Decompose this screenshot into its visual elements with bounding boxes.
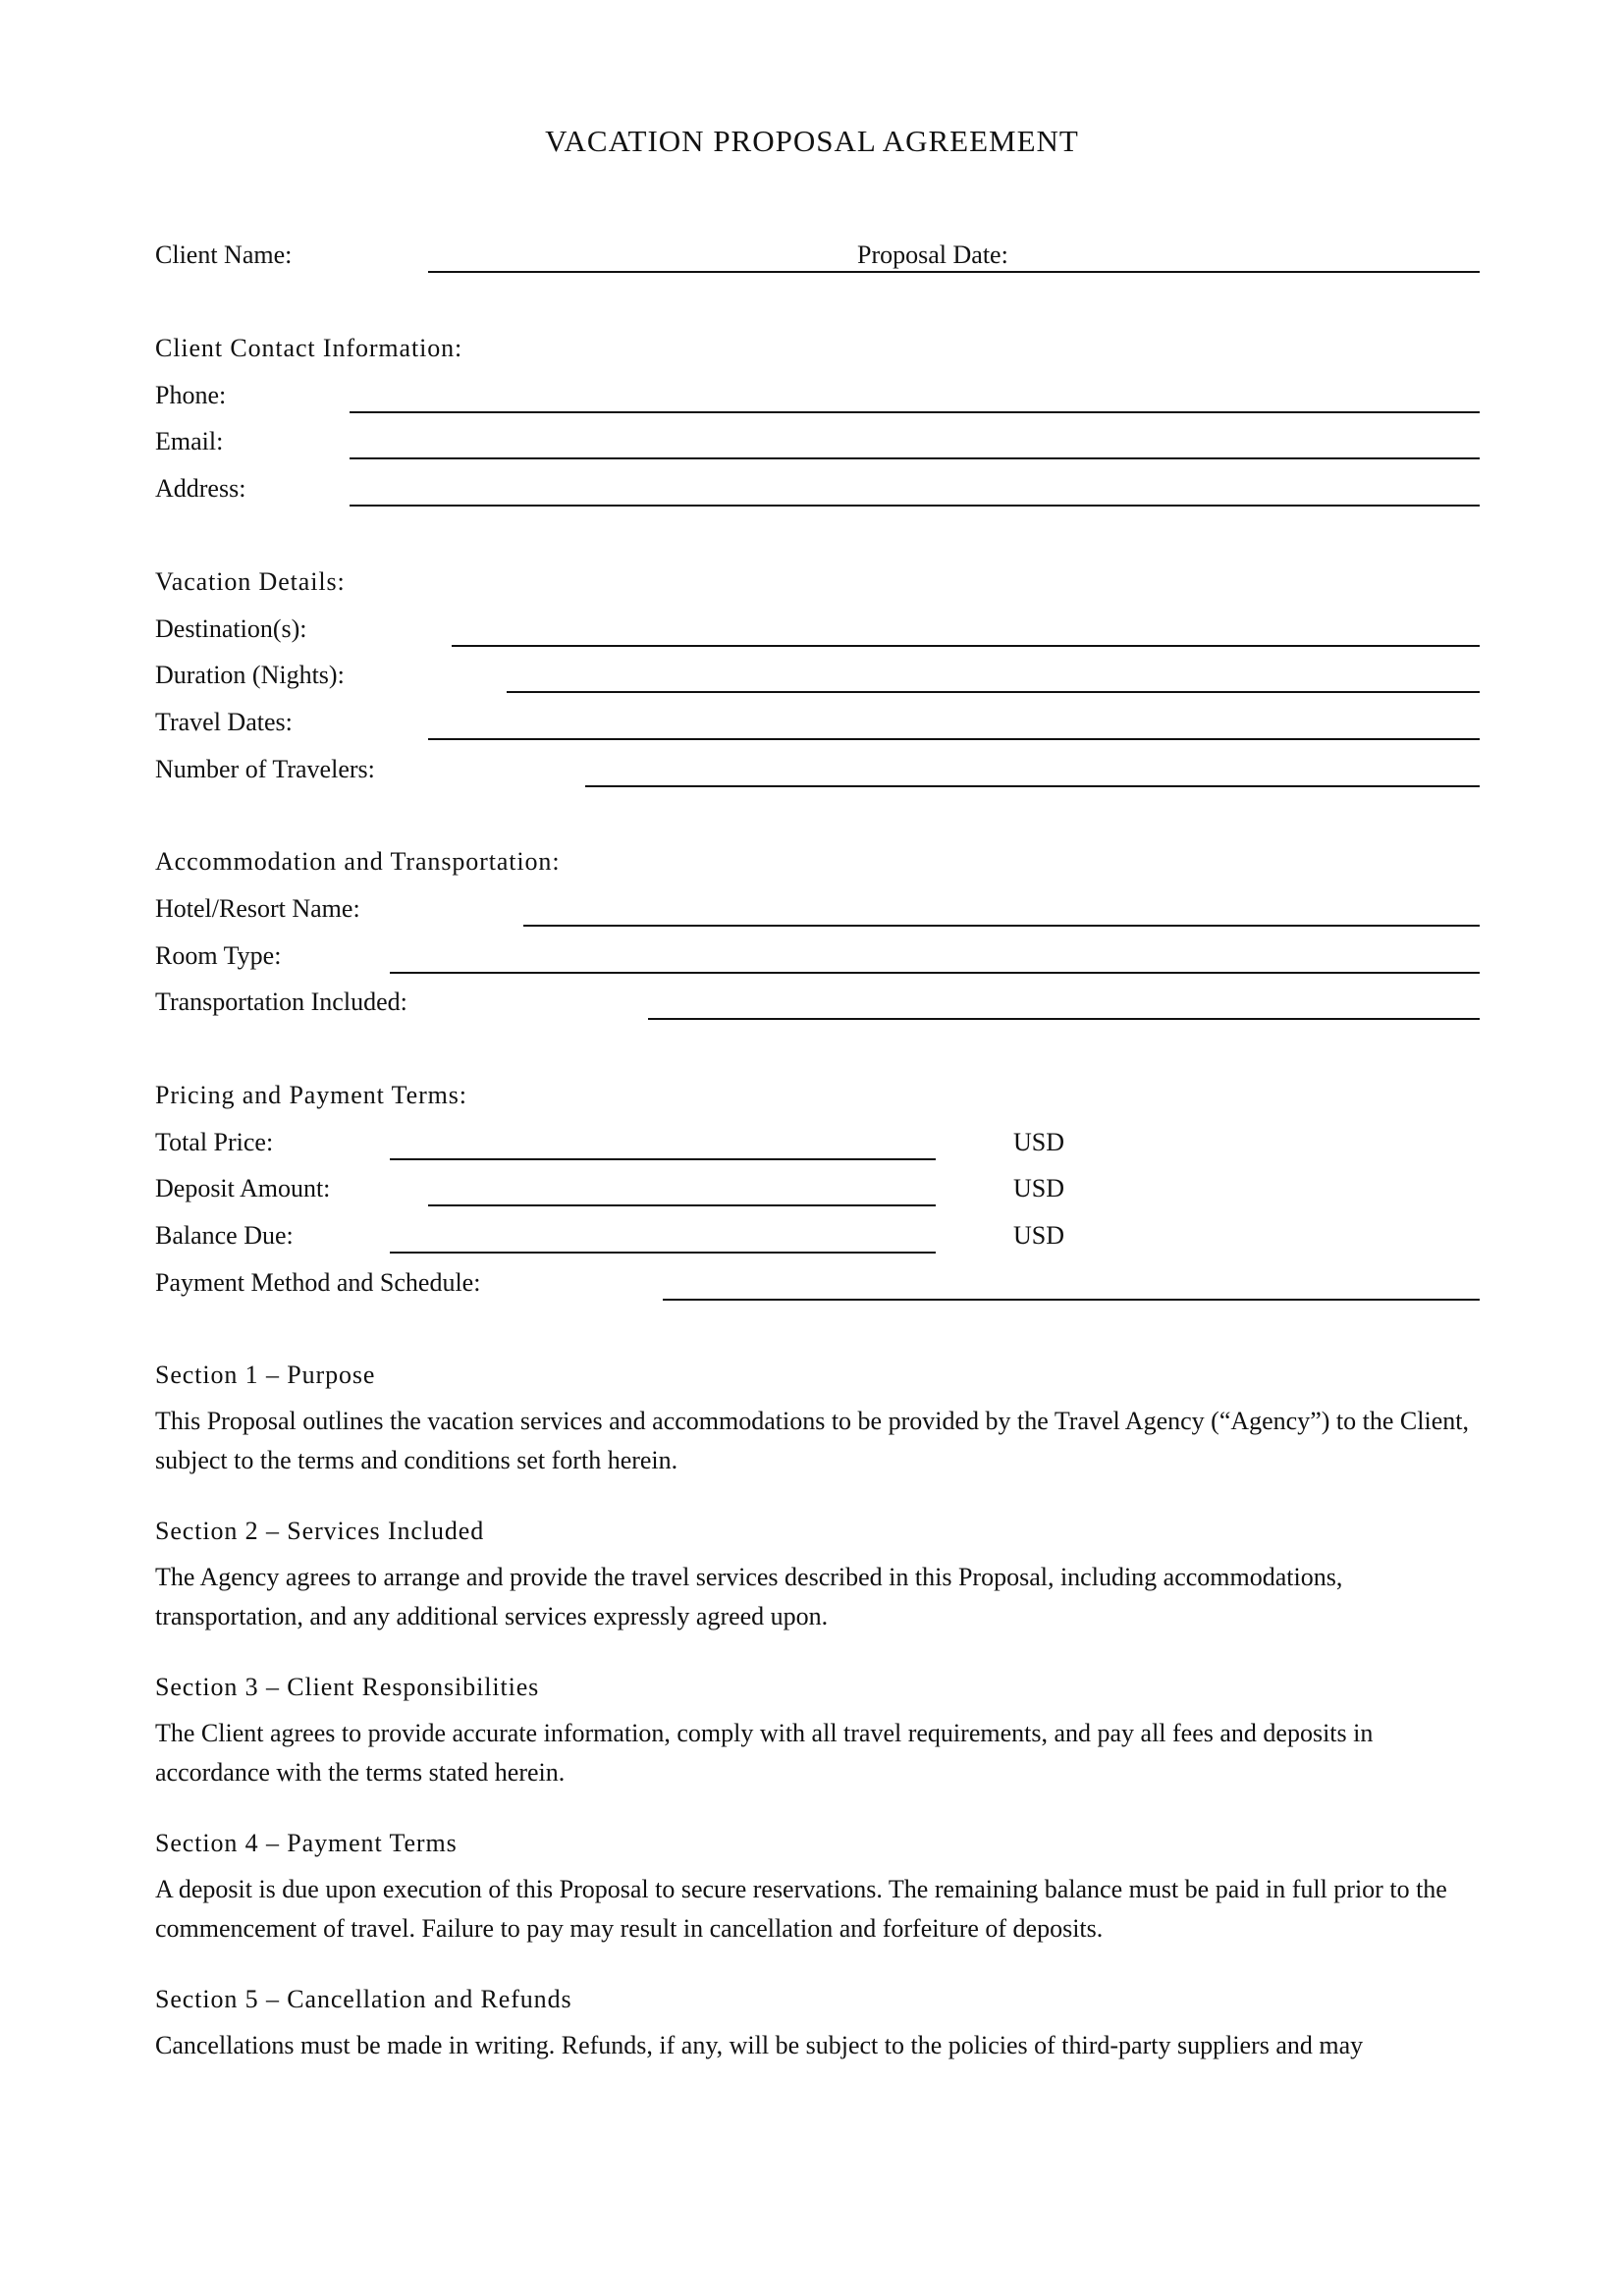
- section-2-heading: Section 2 – Services Included: [155, 1517, 485, 1545]
- section-4-heading: Section 4 – Payment Terms: [155, 1829, 458, 1857]
- destinations-label: Destination(s):: [155, 614, 307, 643]
- payment-method-label: Payment Method and Schedule:: [155, 1268, 481, 1297]
- total-price-currency: USD: [1013, 1128, 1065, 1156]
- duration-label: Duration (Nights):: [155, 661, 345, 689]
- payment-method-field[interactable]: [663, 1299, 1480, 1301]
- section-2-body: The Agency agrees to arrange and provide the travel services described in this Proposal, including accommodations, transportation, and any additional services expressly agreed upon.: [155, 1563, 1343, 1630]
- section-1-heading: Section 1 – Purpose: [155, 1361, 376, 1389]
- section-5-heading: Section 5 – Cancellation and Refunds: [155, 1985, 572, 2013]
- contact-heading: Client Contact Information:: [155, 334, 463, 362]
- section-5-body: Cancellations must be made in writing. Refunds, if any, will be subject to the policies of third-party suppliers and may: [155, 2031, 1364, 2059]
- client-name-label: Client Name:: [155, 240, 293, 269]
- section-1-body: This Proposal outlines the vacation services and accommodations to be provided by the Travel Agency (“Agency”) to the Client, subject to the terms and conditions set forth herein.: [155, 1407, 1469, 1474]
- destinations-field[interactable]: [452, 645, 1480, 647]
- travel-dates-label: Travel Dates:: [155, 708, 293, 736]
- total-price-field[interactable]: [390, 1158, 936, 1160]
- proposal-date-label: Proposal Date:: [857, 240, 1008, 269]
- room-type-label: Room Type:: [155, 941, 282, 970]
- address-field[interactable]: [350, 505, 1480, 507]
- phone-field[interactable]: [350, 411, 1480, 413]
- total-price-label: Total Price:: [155, 1128, 274, 1156]
- transportation-field[interactable]: [648, 1018, 1480, 1020]
- room-type-field[interactable]: [390, 972, 1480, 974]
- vacation-heading: Vacation Details:: [155, 567, 346, 596]
- transportation-label: Transportation Included:: [155, 988, 407, 1016]
- deposit-label: Deposit Amount:: [155, 1174, 331, 1202]
- accommodation-heading: Accommodation and Transportation:: [155, 847, 561, 876]
- address-label: Address:: [155, 474, 246, 503]
- deposit-currency: USD: [1013, 1174, 1065, 1202]
- deposit-field[interactable]: [428, 1204, 936, 1206]
- phone-label: Phone:: [155, 381, 227, 409]
- email-label: Email:: [155, 427, 224, 455]
- hotel-field[interactable]: [523, 925, 1480, 927]
- hotel-label: Hotel/Resort Name:: [155, 894, 360, 923]
- balance-currency: USD: [1013, 1221, 1065, 1250]
- balance-field[interactable]: [390, 1252, 936, 1254]
- duration-field[interactable]: [507, 691, 1480, 693]
- travelers-label: Number of Travelers:: [155, 755, 375, 783]
- travel-dates-field[interactable]: [428, 738, 1480, 740]
- pricing-heading: Pricing and Payment Terms:: [155, 1081, 467, 1109]
- balance-label: Balance Due:: [155, 1221, 294, 1250]
- document-title: VACATION PROPOSAL AGREEMENT: [545, 124, 1079, 158]
- section-3-heading: Section 3 – Client Responsibilities: [155, 1673, 540, 1701]
- client-name-field[interactable]: [428, 271, 1480, 273]
- section-3-body: The Client agrees to provide accurate information, comply with all travel requirements, and pay all fees and deposits in accordance with the terms stated herein.: [155, 1719, 1374, 1787]
- email-field[interactable]: [350, 457, 1480, 459]
- section-4-body: A deposit is due upon execution of this Proposal to secure reservations. The remaining balance must be paid in full prior to the commencement of travel. Failure to pay may result in cancellation and forfeiture of deposits.: [155, 1875, 1447, 1943]
- travelers-field[interactable]: [585, 785, 1480, 787]
